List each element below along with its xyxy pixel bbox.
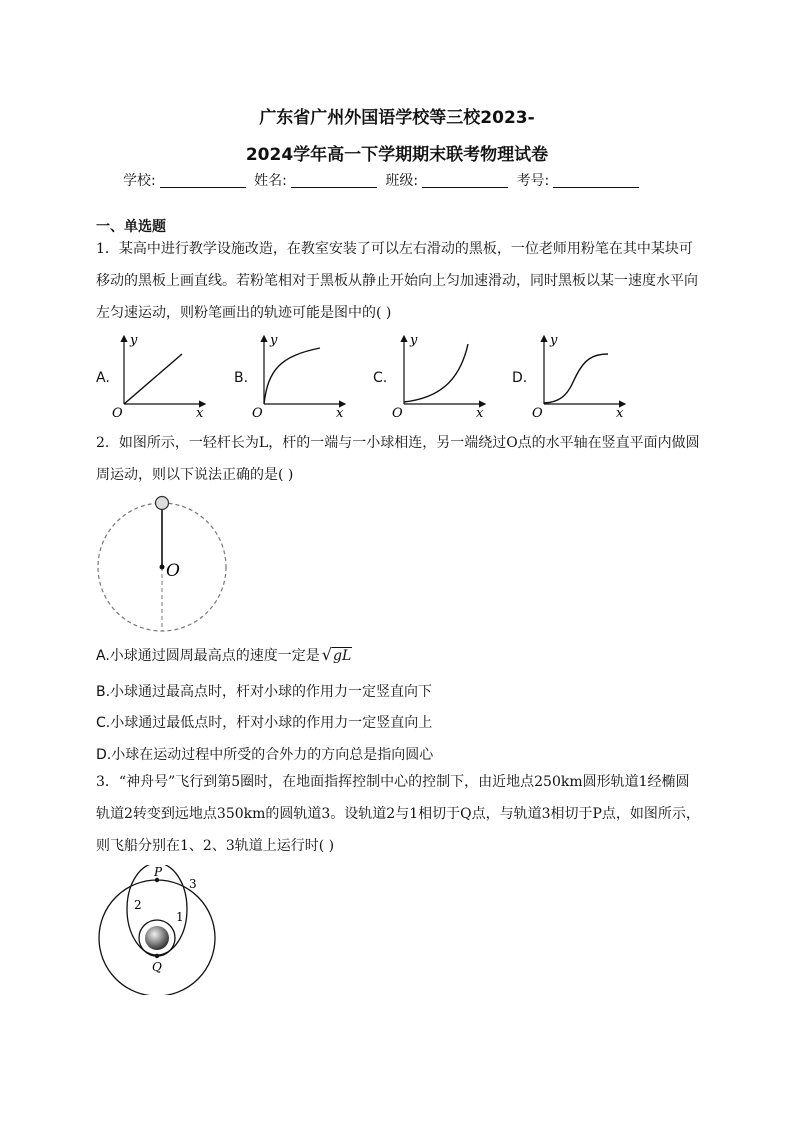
section-heading: 一、单选题 [96, 219, 166, 235]
graph-a-x-label: x [196, 406, 204, 420]
school-blank [160, 173, 246, 188]
q2-ball [156, 497, 169, 510]
q1-option-c-label: C. [373, 370, 388, 386]
q1-option-a-label: A. [96, 370, 110, 386]
q2-option-a [96, 645, 352, 665]
student-info-row [123, 170, 643, 190]
q2-pivot [160, 565, 165, 570]
name-blank [291, 173, 377, 188]
exam-number-label: 考号: [516, 173, 550, 189]
graph-d-y-label: y [550, 333, 558, 348]
graph-c-x-label: x [476, 406, 484, 420]
graph-c-curve [404, 344, 468, 402]
graph-b-curve [264, 348, 320, 404]
graph-c-y-label: y [410, 333, 418, 348]
label-p: P [154, 865, 163, 879]
class-label: 班级: [385, 173, 419, 189]
point-q [155, 954, 159, 958]
question-1-text: 1．某高中进行教学设施改造，在教室安装了可以左右滑动的黑板，一位老师用粉笔在其中某块可移动的黑板上画直线。若粉笔相对于黑板从静止开始向上匀加速滑动，同时黑板以某一速度水平向左匀速运动，则粉笔画出的轨迹可能是图中的( ) [96, 241, 698, 321]
q1-option-b-label: B. [234, 370, 249, 386]
q1-graphs [110, 330, 630, 420]
label-q: Q [152, 960, 162, 974]
q2-figure [94, 494, 234, 634]
name-label: 姓名: [254, 173, 287, 189]
exam-number-blank [553, 173, 639, 188]
class-blank [422, 173, 508, 188]
q2-option-b: B.小球通过最高点时，杆对小球的作用力一定竖直向下 [96, 684, 433, 700]
graph-b-x-label: x [336, 406, 344, 420]
label-orbit-2: 2 [134, 898, 142, 912]
q2-option-a-text: A.小球通过圆周最高点的速度一定是 [96, 648, 320, 664]
school-label: 学校: [123, 173, 156, 189]
graph-c [392, 333, 485, 420]
exam-title-line2: 2024学年高一下学期期末联考物理试卷 [245, 145, 549, 165]
q3-figure [94, 865, 224, 995]
graph-b-origin: O [252, 406, 263, 420]
q1-option-d-label: D. [512, 370, 528, 386]
earth [145, 926, 169, 950]
sqrt-expression: √gL [321, 645, 352, 664]
graph-a [112, 333, 205, 420]
question-2-text: 2．如图所示，一轻杆长为L，杆的一端与一小球相连，另一端绕过O点的水平轴在竖直平面内做圆周运动，则以下说法正确的是( ) [96, 435, 700, 483]
graph-d-x-label: x [616, 406, 624, 420]
label-orbit-1: 1 [176, 910, 184, 924]
graph-d-curve [544, 354, 608, 403]
label-orbit-3: 3 [189, 877, 197, 891]
q2-option-d: D.小球在运动过程中所受的合外力的方向总是指向圆心 [96, 747, 434, 763]
graph-b [252, 333, 345, 420]
question-3-text: 3．“神舟号”飞行到第5圈时，在地面指挥控制中心的控制下，由近地点250km圆形轨道1经椭圆轨道2转变到远地点350km的圆轨道3。设轨道2与1相切于Q点，与轨道3相切于P点，如图所示，则飞船分别在1、2、3轨道上运行时( ) [96, 774, 700, 854]
exam-title-line1: 广东省广州外国语学校等三校2023- [259, 108, 535, 128]
graph-a-y-label: y [130, 333, 138, 348]
graph-b-y-label: y [270, 333, 278, 348]
q2-option-c: C.小球通过最低点时，杆对小球的作用力一定竖直向上 [96, 715, 433, 731]
q2-pivot-label: O [166, 561, 180, 581]
graph-d [532, 333, 625, 420]
graph-a-curve [124, 354, 182, 404]
graph-c-origin: O [392, 406, 403, 420]
graph-d-origin: O [532, 406, 543, 420]
sqrt-radicand: gL [332, 648, 352, 664]
graph-a-origin: O [112, 406, 123, 420]
